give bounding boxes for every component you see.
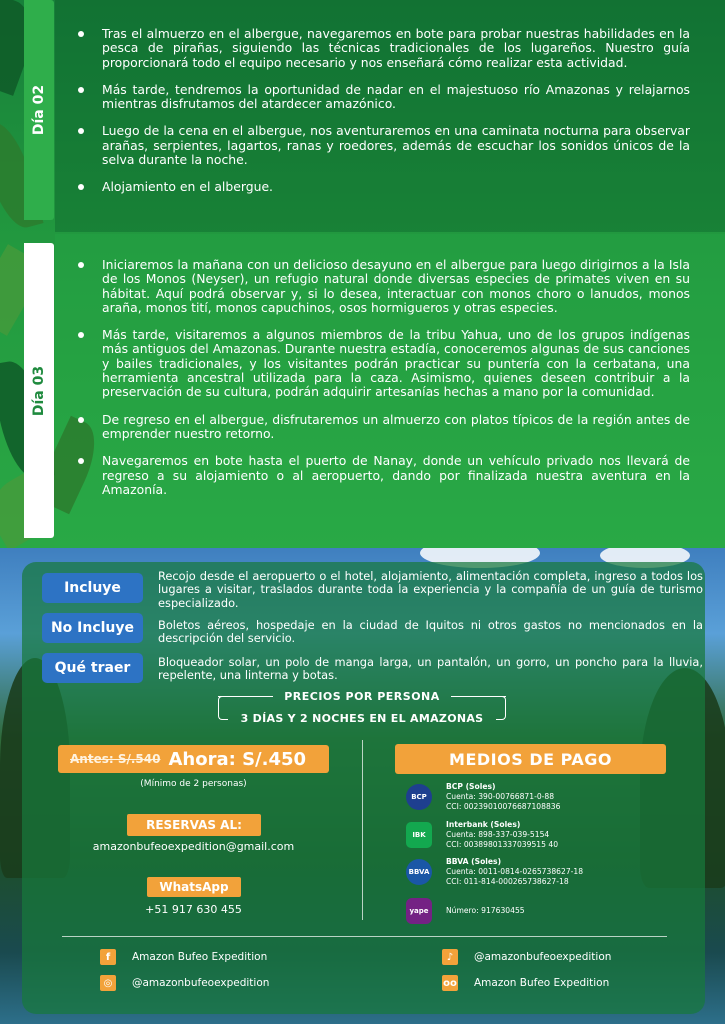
reservas-label: RESERVAS AL: [127,814,261,836]
bank-bbva: BBVA BBVA (Soles) Cuenta: 0011-0814-0265738627-18 CCI: 011-814-000265738627-18 [406,857,686,887]
bank-yape: yape Número: 917630455 [406,896,686,926]
day2-tab: Día 02 [24,0,54,220]
tripadvisor-icon: oo [442,975,458,991]
tiktok-link[interactable]: ♪ @amazonbufeoexpedition [442,948,611,966]
instagram-icon: ◎ [100,975,116,991]
email-link[interactable]: amazonbufeoexpedition@gmail.com [92,840,295,853]
bank-bcp: BCP BCP (Soles) Cuenta: 390-00766871-0-88 CCI: 00239010076687108836 [406,782,686,812]
prices-heading [218,690,506,726]
instagram-link[interactable]: ◎ @amazonbufeoexpedition [100,974,269,992]
que-traer-text: Bloqueador solar, un polo de manga larga, un pantalón, un gorro, un poncho para la lluvia, repelente, una linterna y botas. [158,655,703,683]
interbank-icon: IBK [406,822,432,848]
list-item: Navegaremos en bote hasta el puerto de Nanay, donde un vehículo privado nos llevará de regreso a su alojamiento o al aeropuerto, dando por finalizada nuestra aventura en la Amazonía. [78,454,690,497]
divider [362,740,363,920]
incluye-text: Recojo desde el aeropuerto o el hotel, alojamiento, alimentación completa, ingreso a todos los lugares a visitar, traslados durante toda la experiencia y la compañía de un guía de turismo especializado. [158,569,703,610]
payments-title: MEDIOS DE PAGO [395,744,666,774]
facebook-icon: f [100,949,116,965]
list-item: De regreso en el albergue, disfrutaremos un almuerzo con platos típicos de la región antes de emprender nuestro retorno. [78,413,690,442]
yape-icon: yape [406,898,432,924]
price-box [58,745,329,773]
tour-duration: 3 DÍAS Y 2 NOCHES EN EL AMAZONAS [240,712,484,725]
list-item: Tras el almuerzo en el albergue, navegaremos en bote para probar nuestras habilidades en la pesca de pirañas, siguiendo las técnicas tradicionales de los lugareños. Nuestro guía proporcionará todo el equipo necesario y nos enseñará cómo realizar esta actividad. [78,27,690,70]
list-item: Luego de la cena en el albergue, nos aventuraremos en una caminata nocturna para observar arañas, serpientes, lagartos, ranas y roedores, además de escuchar los sonidos únicos de la selva durante la noche. [78,124,690,167]
phone-number[interactable]: +51 917 630 455 [145,903,242,916]
que-traer-label: Qué traer [42,653,143,683]
tripadvisor-link[interactable]: oo Amazon Bufeo Expedition [443,977,610,989]
list-item: Alojamiento en el albergue. [78,180,690,194]
bbva-icon: BBVA [406,859,432,885]
tiktok-icon: ♪ [442,949,458,965]
bank-interbank: IBK Interbank (Soles) Cuenta: 898-337-039-5154 CCI: 00389801337039515 40 [406,820,686,850]
minimum-note: (Mínimo de 2 personas) [140,779,247,789]
prices-title: PRECIOS POR PERSONA [284,690,440,703]
day2-list [78,27,690,208]
old-price: Antes: S/.540 [70,752,161,766]
list-item: Más tarde, tendremos la oportunidad de nadar en el majestuoso río Amazonas y relajarnos mientras disfrutamos del atardecer amazónico. [78,83,690,112]
list-item: Más tarde, visitaremos a algunos miembros de la tribu Yahua, uno de los grupos indígenas más antiguos del Amazonas. Durante nuestra estadía, conoceremos algunas de sus canciones y bailes tradicionales, y los visitantes podrán practicar su puntería con la cerbatana, una herramienta ancestral utilizada para la caza. Asimismo, quienes deseen contribuir a la preservación de su cultura, podrán adquirir artesanías hechas a mano por la comunidad. [78,328,690,399]
whatsapp-label: WhatsApp [147,877,241,897]
facebook-link[interactable]: f Amazon Bufeo Expedition [100,948,267,966]
incluye-label: Incluye [42,573,143,603]
divider [62,936,667,937]
day3-tab: Día 03 [24,243,54,538]
bcp-icon: BCP [406,784,432,810]
list-item: Iniciaremos la mañana con un delicioso desayuno en el albergue para luego dirigirnos a la Isla de los Monos (Neyser), un refugio natural donde diversas especies de primates viven en su hábitat. Aquí podrá observar y, si lo desea, interactuar con monos choro o lanudos, monos araña, monos tití, monos capuchinos, osos hormigueros y otras especies. [78,258,690,315]
no-incluye-text: Boletos aéreos, hospedaje en la ciudad de Iquitos ni otros gastos no mencionados en la descripción del servicio. [158,618,703,646]
day3-list [78,258,690,510]
current-price: Ahora: S/.450 [168,748,307,770]
no-incluye-label: No Incluye [42,613,143,643]
